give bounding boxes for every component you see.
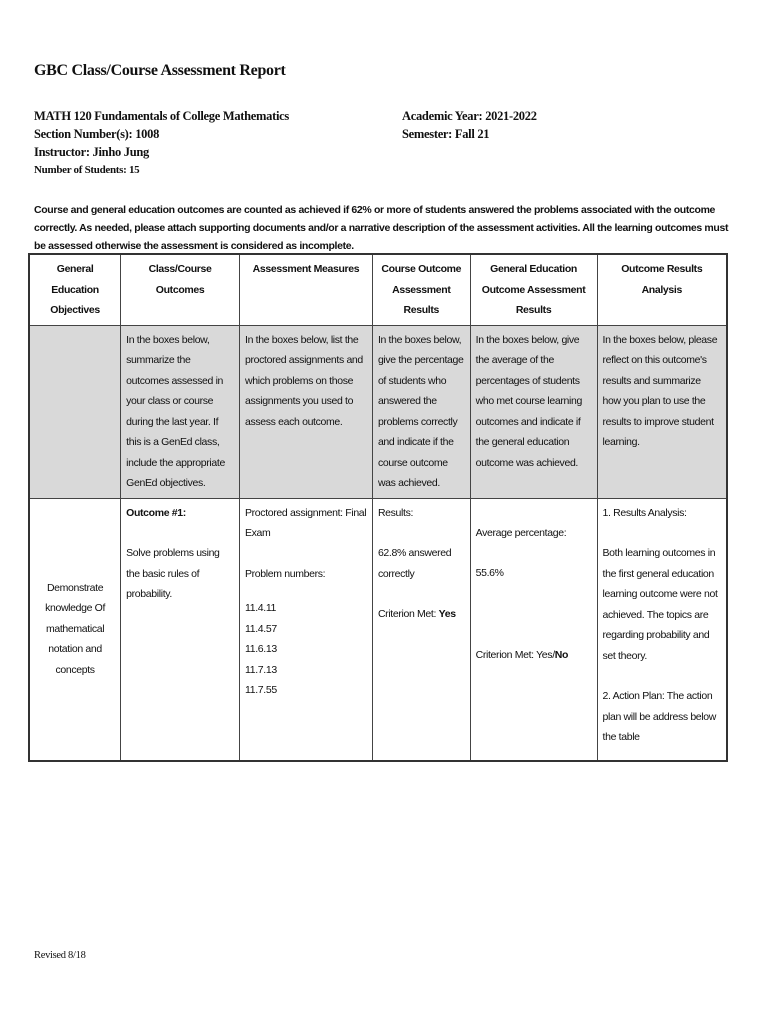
results-label: Results: — [377, 506, 414, 519]
proctored-assignment: Proctored assignment: Final Exam — [245, 506, 367, 539]
instructions-analysis: In the boxes below, please reflect on this outcome's results and summarize how you plan to use the results to improve student learning. — [597, 325, 727, 498]
header-results-analysis: Outcome Results Analysis — [597, 254, 727, 325]
criterion-met — [378, 604, 465, 625]
objective-cell: Demonstrate knowledge Of mathematical notation and concepts — [29, 498, 121, 761]
header-gen-ed-objectives: General Education Objectives — [29, 254, 121, 325]
gen-criterion-label: Criterion Met: Yes/ — [475, 648, 555, 661]
problem-2: 11.4.57 — [245, 622, 277, 635]
gen-criterion-met — [476, 645, 592, 666]
analysis-text: Both learning outcomes in the first general education learning outcome were not achieved. The topics are regarding probability and set theory. — [602, 547, 718, 662]
criterion-label: Criterion Met: — [377, 608, 439, 620]
instructions-blank-cell — [29, 325, 121, 498]
instructions-gen-ed-results: In the boxes below, give the average of the percentages of students who met course learning outcomes and indicate if the general education outcome was achieved. — [470, 325, 597, 498]
criterion-value: Yes — [438, 608, 456, 620]
table-header-row — [29, 254, 727, 325]
analysis-cell — [597, 498, 727, 761]
instructions-course-results: In the boxes below, give the percentage of students who answered the problems correctly and indicate if the course outcome was achieved. — [372, 325, 470, 498]
course-info-right — [402, 107, 537, 143]
analysis-title: 1. Results Analysis: — [602, 506, 687, 519]
instructor: Instructor: Jinho Jung — [34, 145, 149, 159]
gen-criterion-value: No — [554, 648, 569, 661]
academic-year: Academic Year: 2021-2022 — [402, 109, 537, 123]
problem-numbers-label: Problem numbers: — [245, 567, 326, 580]
problem-4: 11.7.13 — [245, 663, 277, 676]
results-value: 62.8% answered correctly — [377, 547, 452, 580]
header-course-outcomes: Class/Course Outcomes — [121, 254, 240, 325]
problem-1: 11.4.11 — [245, 602, 277, 614]
semester: Semester: Fall 21 — [402, 127, 490, 141]
header-gen-ed-results: General Education Outcome Assessment Results — [470, 254, 597, 325]
action-plan: 2. Action Plan: The action plan will be address below the table — [602, 690, 717, 743]
outcome-1-row — [29, 498, 727, 761]
instructions-outcomes: In the boxes below, summarize the outcomes assessed in your class or course during the last year. If this is a GenEd class, include the appropriate GenEd objectives. — [121, 325, 240, 498]
problem-5: 11.7.55 — [245, 684, 277, 696]
assessment-table — [28, 253, 728, 762]
section-number: Section Number(s): 1008 — [34, 127, 160, 141]
average-value: 55.6% — [475, 567, 504, 579]
course-info-left — [34, 107, 289, 179]
header-assessment-measures: Assessment Measures — [240, 254, 373, 325]
number-of-students: Number of Students: 15 — [34, 164, 140, 176]
instructions-row — [29, 325, 727, 498]
course-name: MATH 120 Fundamentals of College Mathematics — [34, 109, 289, 123]
intro-paragraph: Course and general education outcomes are counted as achieved if 62% or more of students answered the problems associated with the outcome correctly. As needed, please attach supporting documents and/or a narrative description of the assessment activities. All the learning outcomes must be assessed otherwise the assessment is considered as incomplete. — [34, 204, 729, 252]
measures-cell — [240, 498, 373, 761]
revision-footer: Revised 8/18 — [34, 950, 86, 961]
outcome-text: Solve problems using the basic rules of probability. — [126, 547, 220, 600]
gen-ed-results-cell — [470, 498, 597, 761]
outcome-cell — [121, 498, 240, 761]
instructions-measures: In the boxes below, list the proctored assignments and which problems on those assignments you used to assess each outcome. — [240, 325, 373, 498]
problem-3: 11.6.13 — [245, 643, 277, 655]
report-title: GBC Class/Course Assessment Report — [34, 62, 286, 79]
outcome-label: Outcome #1: — [126, 506, 186, 519]
average-label: Average percentage: — [475, 526, 567, 539]
course-results-cell — [372, 498, 470, 761]
header-course-outcome-results: Course Outcome Assessment Results — [372, 254, 470, 325]
